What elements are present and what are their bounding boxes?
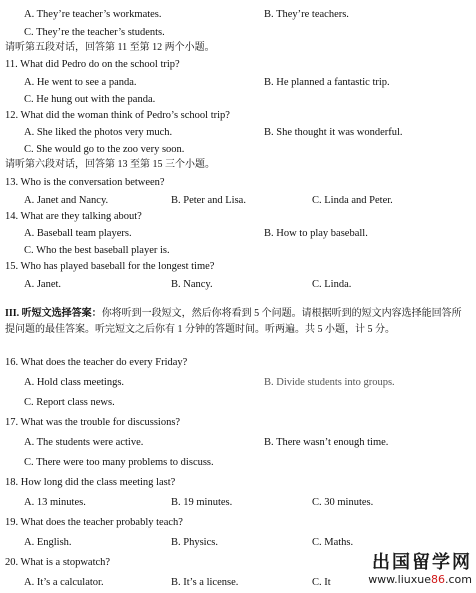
q16-option-b: B. Divide students into groups. (264, 377, 395, 388)
q19-option-c: C. Maths. (312, 537, 354, 548)
q17-question: 17. What was the trouble for discussions? (5, 417, 181, 428)
q13-option-b: B. Peter and Lisa. (171, 195, 246, 206)
q11-option-a: A. He went to see a panda. (24, 77, 137, 88)
q18-question: 18. How long did the class meeting last? (5, 477, 176, 488)
watermark-url (332, 573, 472, 587)
q17-option-c: C. There were too many problems to discuss. (24, 457, 214, 468)
section3-text: 你将听到一段短文，然后你将看到 5 个问题。请根据听到的短文内容选择能回答所提问题的最佳答案。听完短文之后你有 1 分钟的答题时间。听两遍。共 5 小题，计 5 分。 (5, 308, 462, 335)
part6-instruction: 请听第六段对话，回答第 13 至第 15 三个小题。 (5, 159, 215, 170)
q17-option-b: B. There wasn’t enough time. (264, 437, 389, 448)
q10-option-a: A. They’re teacher’s workmates. (24, 9, 162, 20)
q11-option-c: C. He hung out with the panda. (24, 94, 156, 105)
q18-option-c: C. 30 minutes. (312, 497, 374, 508)
q12-question: 12. What did the woman think of Pedro’s school trip? (5, 110, 230, 121)
q15-option-b: B. Nancy. (171, 279, 213, 290)
q18-option-a: A. 13 minutes. (24, 497, 86, 508)
q19-question: 19. What does the teacher probably teach? (5, 517, 183, 528)
q14-option-a: A. Baseball team players. (24, 228, 132, 239)
q12-option-c: C. She would go to the zoo very soon. (24, 144, 185, 155)
q18-option-b: B. 19 minutes. (171, 497, 233, 508)
q13-option-a: A. Janet and Nancy. (24, 195, 109, 206)
q15-option-a: A. Janet. (24, 279, 62, 290)
q19-option-b: B. Physics. (171, 537, 218, 548)
q14-option-b: B. How to play baseball. (264, 228, 368, 239)
q11-question: 11. What did Pedro do on the school trip? (5, 59, 180, 70)
q20-option-b: B. It’s a license. (171, 577, 239, 588)
q13-option-c: C. Linda and Peter. (312, 195, 393, 206)
q20-option-a: A. It’s a calculator. (24, 577, 104, 588)
watermark-title: 出国留学网 (372, 552, 472, 573)
q20-option-c: C. It (312, 577, 331, 588)
q16-option-a: A. Hold class meetings. (24, 377, 125, 388)
watermark-url-suffix: .com (445, 573, 472, 586)
watermark-url-number: 86 (431, 573, 445, 586)
section3-label: III. 听短文选择答案： (5, 308, 102, 319)
q12-option-a: A. She liked the photos very much. (24, 127, 173, 138)
q12-option-b: B. She thought it was wonderful. (264, 127, 403, 138)
q20-question: 20. What is a stopwatch? (5, 557, 111, 568)
part5-instruction: 请听第五段对话，回答第 11 至第 12 两个小题。 (5, 42, 215, 53)
q16-question: 16. What does the teacher do every Friday? (5, 357, 188, 368)
q10-option-c: C. They’re the teacher’s students. (24, 27, 165, 38)
q13-question: 13. Who is the conversation between? (5, 177, 165, 188)
q15-question: 15. Who has played baseball for the longest time? (5, 261, 215, 272)
q14-question: 14. What are they talking about? (5, 211, 142, 222)
watermark-url-prefix: www.liuxue (368, 573, 431, 586)
q11-option-b: B. He planned a fantastic trip. (264, 77, 390, 88)
q19-option-a: A. English. (24, 537, 72, 548)
q15-option-c: C. Linda. (312, 279, 352, 290)
q17-option-a: A. The students were active. (24, 437, 144, 448)
q14-option-c: C. Who the best baseball player is. (24, 245, 170, 256)
q16-option-c: C. Report class news. (24, 397, 115, 408)
q10-option-b: B. They’re teachers. (264, 9, 349, 20)
site-watermark (332, 553, 472, 591)
section3-instructions (5, 306, 471, 338)
